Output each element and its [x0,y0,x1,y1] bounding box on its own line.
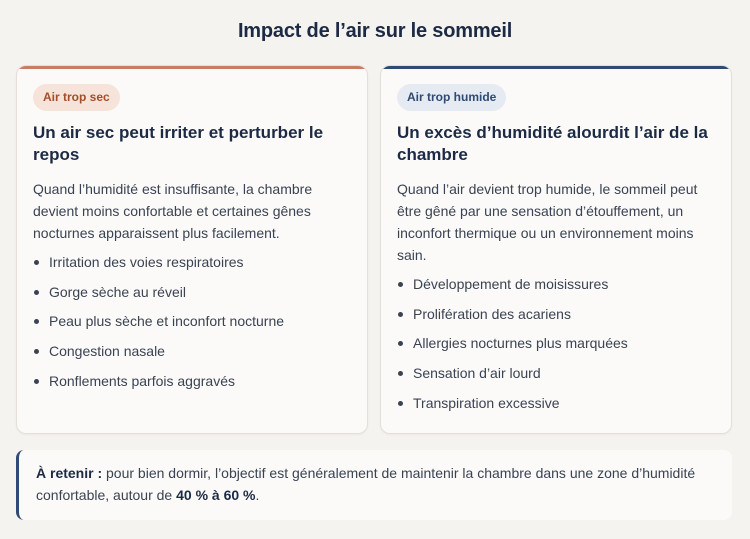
dry-air-card [16,65,368,434]
note-end: . [255,487,260,503]
humid-air-badge: Air trop humide [397,84,506,111]
list-item: Peau plus sèche et inconfort nocturne [33,311,353,331]
list-item: Allergies nocturnes plus marquées [397,333,717,353]
list-item: Développement de moisissures [397,274,717,294]
dry-air-badge: Air trop sec [33,84,120,111]
key-takeaway-note [16,450,732,520]
note-text: pour bien dormir, l’objectif est généralement de maintenir la chambre dans une zone d’humidité confortable, autour de [36,465,696,503]
dry-air-list [33,252,353,391]
dry-air-text: Quand l’humidité est insuffisante, la chambre devient moins confortable et certaines gênes nocturnes apparaissent plus facilement. [33,181,313,241]
list-item: Congestion nasale [33,341,353,361]
list-item: Sensation d’air lourd [397,363,717,383]
list-item: Gorge sèche au réveil [33,282,353,302]
list-item: Transpiration excessive [397,393,717,413]
list-item: Irritation des voies respiratoires [33,252,353,272]
humid-air-heading: Un excès d’humidité alourdit l’air de la chambre [397,123,708,164]
list-item: Prolifération des acariens [397,304,717,324]
dry-air-heading: Un air sec peut irriter et perturber le repos [33,123,324,164]
page-title: Impact de l’air sur le sommeil [237,20,513,42]
note-label: À retenir : [36,465,103,481]
humidity-range: 40 % à 60 % [176,487,256,503]
humid-air-text: Quand l’air devient trop humide, le sommeil peut être gêné par une sensation d’étouffement, un inconfort thermique ou un environnement moins sain. [397,181,698,263]
humid-air-list [397,274,717,413]
list-item: Ronflements parfois aggravés [33,371,353,391]
humid-air-card [380,65,732,434]
